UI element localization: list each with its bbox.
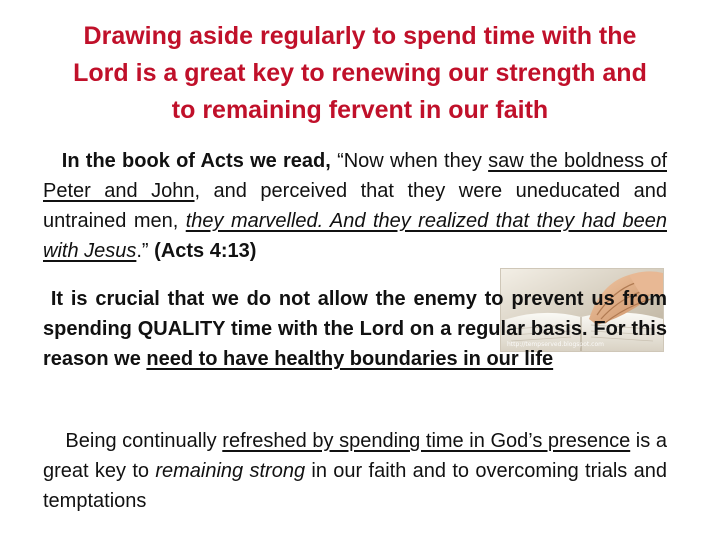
title-line-2: Lord is a great key to renewing our strength and xyxy=(73,59,647,87)
refreshed-text-3: in our faith and to overcoming trials and temptations xyxy=(43,460,667,512)
acts-intro: In the book of Acts we read, xyxy=(61,150,331,172)
title-line-1: Drawing aside regularly to spend time with the xyxy=(83,22,637,50)
refreshed-paragraph xyxy=(43,426,667,516)
slide-title xyxy=(30,18,690,129)
title-line-3: to remaining fervent in our faith xyxy=(171,96,549,124)
image-watermark: http://tempserved.blogspot.com xyxy=(507,341,604,348)
quote-underlined-2: they marvelled. And they realized that they had been with Jesus xyxy=(43,210,667,262)
scripture-reference: (Acts 4:13) xyxy=(154,240,257,262)
refreshed-text-2: is a great key to xyxy=(43,430,667,482)
quote-part-3: .” xyxy=(136,240,155,262)
boundaries-underlined: need to have healthy boundaries in our life xyxy=(146,348,554,370)
quote-part-1: “Now when they xyxy=(330,150,489,172)
quote-part-2: , and perceived that they were uneducated and untrained men, xyxy=(43,180,667,232)
acts-paragraph xyxy=(43,146,667,266)
boundaries-text: It is crucial that we do not allow the enemy to prevent us from spending QUALITY time with the Lord on a regular basis. For this reason we xyxy=(43,288,667,370)
refreshed-underlined: refreshed by spending time in God’s presence xyxy=(222,430,631,452)
quote-underlined-1: saw the boldness of Peter and John xyxy=(43,150,667,202)
remaining-strong-text: remaining strong xyxy=(155,460,306,482)
refreshed-text-1: Being continually xyxy=(65,430,223,452)
boundaries-paragraph xyxy=(43,284,667,374)
